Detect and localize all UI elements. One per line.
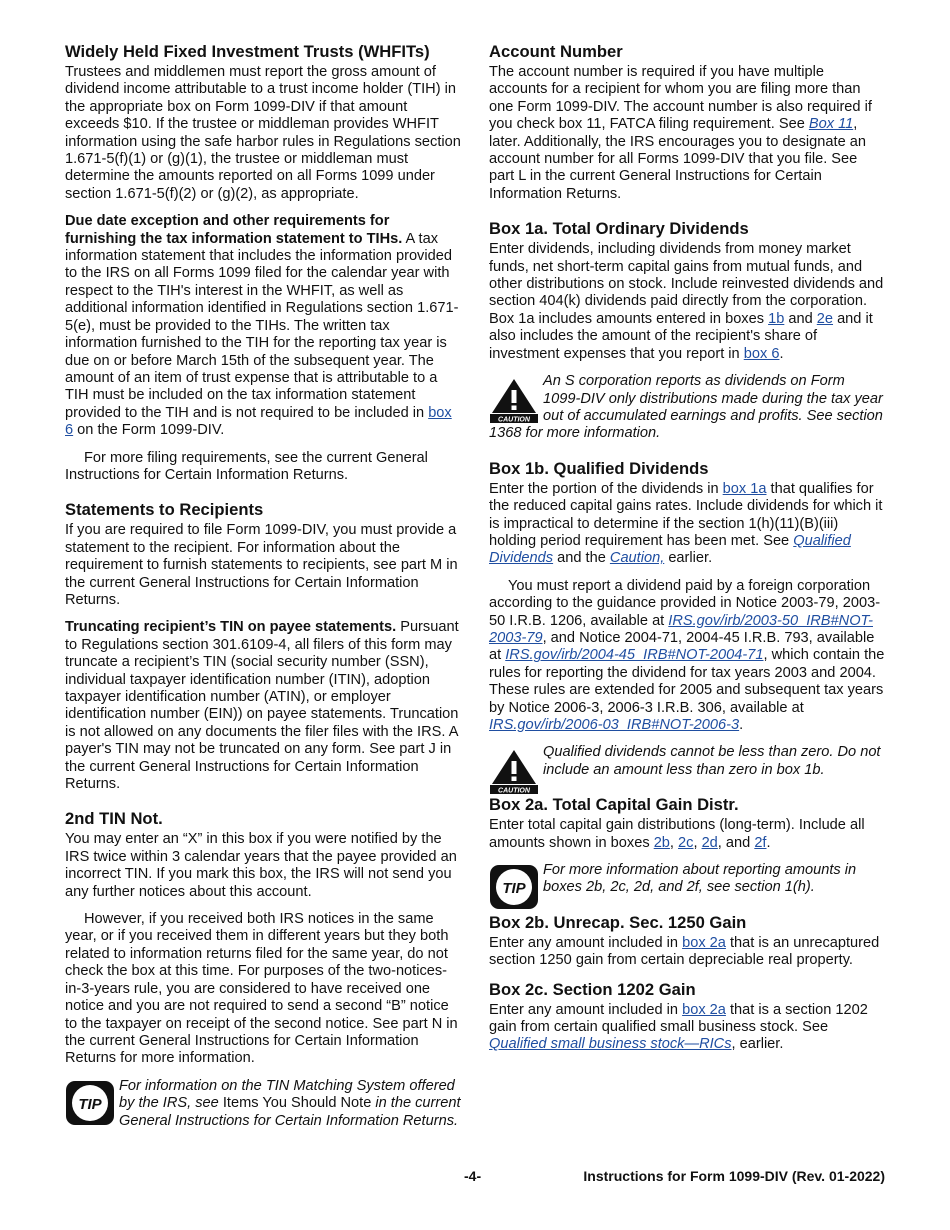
box1b-text: Enter the portion of the dividends in — [489, 480, 723, 497]
right-column — [489, 42, 885, 1064]
box2b-paragraph — [489, 935, 885, 970]
box1a-text: Enter dividends, including dividends from money market funds, net short-term capital gains from mutual funds, and other distributions on stock. Include reinvested dividends and section 404(k) dividends paid directly from the corporation. Box 1a includes amounts entered in boxes — [489, 241, 884, 327]
box2a-paragraph — [489, 817, 885, 852]
caution-icon — [489, 377, 539, 423]
box1a-caution-text: An S corporation reports as dividends on Form 1099-DIV only distributions made during the tax year out of accumulated earnings and profits. See section 1368 for more information. — [489, 373, 883, 442]
qualified-dividends-link[interactable]: Qualified Dividends — [489, 532, 851, 567]
account-section — [489, 42, 885, 203]
box-2b-link[interactable]: 2b — [653, 834, 670, 851]
comma: , — [693, 834, 702, 851]
box2c-text-b: that is a section 1202 gain from certain qualified small business stock. See — [489, 1001, 868, 1036]
box-2d-link[interactable]: 2d — [701, 834, 718, 851]
box-1b-link[interactable]: 1b — [768, 310, 785, 327]
box1b-text-end: earlier. — [664, 550, 713, 567]
box-2f-link[interactable]: 2f — [754, 834, 767, 851]
box1b-text-c: and the — [553, 550, 610, 567]
footer-title: Instructions for Form 1099-DIV (Rev. 01-2022) — [583, 1168, 885, 1184]
box-1a-link[interactable]: box 1a — [722, 480, 767, 497]
tin-heading: 2nd TIN Not. — [65, 809, 163, 829]
statements-paragraph-2 — [65, 619, 461, 793]
caution-icon-label: CAUTION — [498, 416, 530, 424]
statements-paragraph-1: If you are required to file Form 1099-DIV, you must provide a statement to the recipient. For information about the requirement to furnish statements to recipients, see part M in the current General Instructions for Certain Information Returns. — [65, 522, 458, 608]
and-text: , and — [717, 834, 755, 851]
box2c-paragraph — [489, 1002, 885, 1054]
tip-icon-label: TIP — [502, 880, 526, 898]
statements-section — [65, 500, 461, 793]
box2c-section — [489, 980, 885, 1054]
tip-text-b: Items You Should Note — [222, 1095, 372, 1112]
box1b-text-b: that qualifies for the reduced capital gains rates. Include dividends for which it is impractical to determine if the section 1(h)(11)(B)(iii) holding period requirement has been met. See — [489, 480, 883, 549]
box-11-link[interactable]: Box 11 — [808, 116, 854, 133]
period: . — [766, 834, 771, 851]
account-text: The account number is required if you have multiple accounts for a recipient for whom you are filing more than one Form 1099-DIV. The account number is also required if you check box 11, FATCA filing requirement. See — [489, 64, 872, 133]
whfit-paragraph-2 — [65, 213, 461, 439]
whfit-p2-end: on the Form 1099-DIV. — [73, 422, 225, 439]
qualified-small-business-stock-link[interactable]: Qualified small business stock—RICs — [489, 1036, 732, 1053]
box1a-text-end: . — [779, 345, 784, 362]
account-text-end: , later. Additionally, the IRS encourages you to designate an account number for all Forms 1099-DIV that you file. See part L in the current General Instructions for Certain Information Returns. — [489, 116, 866, 202]
left-column — [65, 42, 461, 1142]
account-heading: Account Number — [489, 42, 623, 61]
box2b-heading: Box 2b. Unrecap. Sec. 1250 Gain — [489, 912, 747, 932]
box1a-paragraph — [489, 241, 885, 363]
box2b-section — [489, 913, 885, 970]
whfit-paragraph-3: For more filing requirements, see the current General Instructions for Certain Information Returns. — [65, 449, 428, 483]
box2c-heading: Box 2c. Section 1202 Gain — [489, 979, 696, 999]
tin-paragraph-2: However, if you received both IRS notices in the same year, or if you received them in different years but they both related to information returns filed for the same year, do not check the box at this time. For purposes of the two-notices-in-3-years rule, you are considered to have received one notice and you are not required to send a second “B” notice to the taxpayer on receipt of the second notice. See part N in the current General Instructions for Certain Information Returns for more information. — [65, 911, 458, 1067]
box2c-text: Enter any amount included in — [489, 1001, 683, 1018]
page-number: -4- — [464, 1168, 482, 1184]
box1a-and: and — [784, 310, 817, 327]
whfit-section — [65, 42, 461, 484]
box-2c-link[interactable]: 2c — [678, 834, 694, 851]
whfit-paragraph-1: Trustees and middlemen must report the gross amount of dividend income attributable to a trust income holder (TIH) in the appropriate box on Form 1099-DIV if that amount exceeds $10. If the trustee or middleman provides WHFIT information using the safe harbor rules in Regulations section 1.671-5(f)(1) or (g)(1), the trustee or middleman must determine the amounts reported on all Forms 1099 under section 1.671-5(f)(2) or (g)(2), as appropriate. — [65, 64, 461, 202]
box-2a-link[interactable]: box 2a — [682, 1001, 726, 1018]
box1b-p2-b: , and Notice 2004-71, 2004-45 I.R.B. 793, available at — [489, 629, 875, 664]
tin-section — [65, 809, 461, 1130]
tin-tip-note — [65, 1078, 461, 1130]
box1b-p2-c: , which contain the rules for reporting the dividend for tax years 2003 and 2004. These rules are extended for 2005 and subsequent tax years by Notice 2006-3, 2006-3 I.R.B. 306, available at — [489, 647, 885, 716]
caution-icon — [489, 748, 539, 794]
box2a-text: Enter total capital gain distributions (long-term). Include all amounts shown in boxes — [489, 817, 865, 851]
box2b-text-end: that is an unrecaptured section 1250 gain from certain depreciable real property. — [489, 934, 880, 969]
box1b-p2-end: . — [739, 717, 744, 733]
tip-text-a: For information on the TIN Matching System offered by the IRS, see — [119, 1077, 455, 1112]
box-6-link[interactable]: box 6 — [65, 404, 452, 439]
box-6-link-right[interactable]: box 6 — [743, 345, 780, 362]
due-date-lead: Due date exception and other requirements for furnishing the tax information statement to TIHs. — [65, 213, 403, 247]
tip-icon-label: TIP — [78, 1095, 102, 1113]
tip-icon — [489, 864, 539, 910]
caution-icon-label: CAUTION — [498, 787, 530, 795]
box1b-p2-text: You must report a dividend paid by a foreign corporation according to the guidance provided in Notice 2003-79, 2003-50 I.R.B. 1206, available at — [489, 577, 881, 629]
irb-2006-link[interactable]: IRS.gov/irb/2006-03_IRB#NOT-2006-3 — [489, 717, 740, 733]
box1b-caution-text: Qualified dividends cannot be less than zero. Do not include an amount less than zero in box 1b. — [543, 744, 881, 778]
box1b-paragraph-2 — [489, 578, 885, 735]
statements-heading: Statements to Recipients — [65, 500, 264, 520]
comma: , — [669, 834, 679, 851]
box1a-text-mid: and it also includes the amount of the recipient's share of investment expenses that you report in — [489, 310, 873, 362]
box2c-text-end: , earlier. — [731, 1036, 784, 1053]
box2a-section — [489, 795, 885, 897]
box1a-caution-note — [489, 373, 885, 443]
box1b-heading: Box 1b. Qualified Dividends — [489, 458, 709, 478]
caution-link[interactable]: Caution, — [609, 550, 665, 567]
box1b-paragraph-1 — [489, 481, 885, 568]
box2a-heading: Box 2a. Total Capital Gain Distr. — [489, 795, 739, 815]
truncating-text: Pursuant to Regulations section 301.6109-4, all filers of this form may truncate a recipient’s TIN (social security number (SSN), individual taxpayer identification number (ITIN), adoption taxpayer identification number (ATIN), or employer identification number (EIN)) on payee statements. Truncation is not allowed on any documents the filer files with the IRS. A payer's TIN may not be truncated on any form. See part J in the current General Instructions for Certain Information Returns. — [65, 619, 459, 793]
box1b-section — [489, 458, 885, 795]
account-paragraph — [489, 64, 885, 203]
irb-2003-link[interactable]: IRS.gov/irb/2003-50_IRB#NOT-2003-79 — [489, 612, 873, 646]
tin-paragraph-1: You may enter an “X” in this box if you were notified by the IRS twice within 3 calendar years that the payee provided an incorrect TIN. If you mark this box, the IRS will not send you any further notices about this account. — [65, 831, 457, 900]
box1a-heading: Box 1a. Total Ordinary Dividends — [489, 219, 749, 239]
box-2a-link[interactable]: box 2a — [682, 934, 726, 951]
box2a-tip-note — [489, 862, 885, 897]
tip-text-c: in the current General Instructions for Certain Information Returns. — [119, 1095, 461, 1129]
box1a-section — [489, 219, 885, 442]
truncating-lead: Truncating recipient’s TIN on payee statements. — [65, 619, 397, 636]
irb-2004-link[interactable]: IRS.gov/irb/2004-45_IRB#NOT-2004-71 — [505, 647, 764, 664]
whfit-p2-text: A tax information statement that includes the information provided to the IRS on all Forms 1099 filed for the calendar year with respect to the TIH's interest in the WHFIT, as well as additional information identified in Regulations section 1.671-5(e), must be provided to the TIHs. The written tax information furnished to the TIH for the reporting tax year is due on or before March 15th of the subsequent year. The amount of an item of trust expense that is attributable to a TIH must be included on the tax information statement provided to the TIH and is not required to be included in — [65, 230, 459, 421]
box2a-tip-text: For more information about reporting amounts in boxes 2b, 2c, 2d, and 2f, see section 1(h). — [543, 862, 857, 896]
tip-icon — [65, 1080, 115, 1126]
whfit-heading: Widely Held Fixed Investment Trusts (WHFITs) — [65, 42, 430, 61]
box-2e-link[interactable]: 2e — [816, 310, 834, 327]
box1b-caution-note — [489, 744, 885, 795]
box2b-text: Enter any amount included in — [489, 934, 683, 951]
